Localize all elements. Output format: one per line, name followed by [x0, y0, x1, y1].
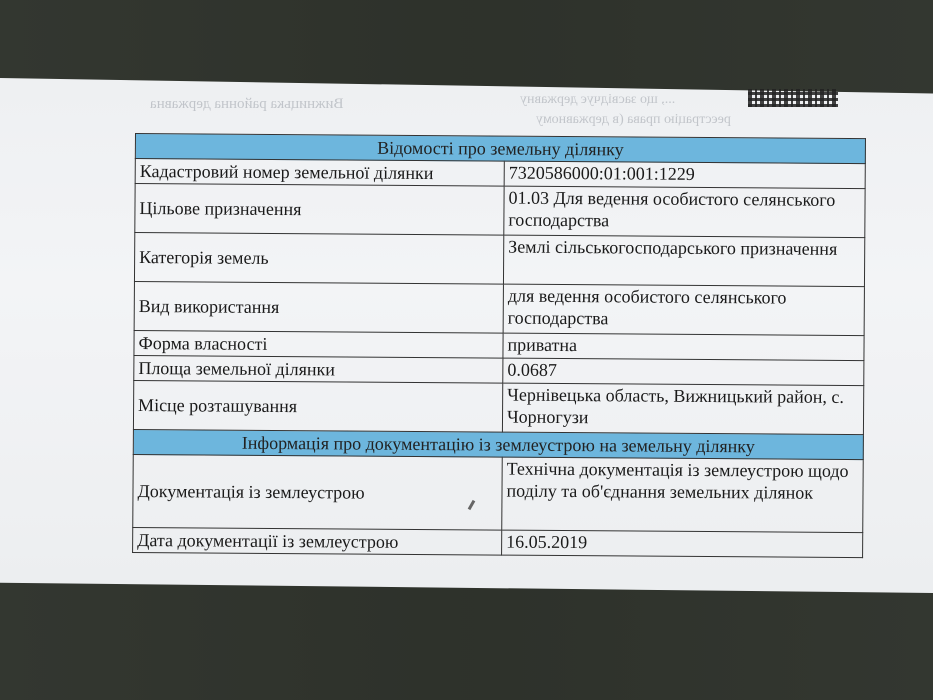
row-value: Технічна документація із землеустрою щодо поділу та об'єднання земельних ділянок	[502, 457, 864, 533]
row-label: Площа земельної ділянки	[134, 355, 503, 383]
row-value: Землі сільськогосподарського призначення	[503, 235, 864, 287]
table-row	[135, 184, 865, 238]
table-row	[134, 281, 864, 335]
row-label: Місце розташування	[133, 380, 502, 432]
row-label: Дата документації із землеустрою	[133, 527, 502, 555]
table-row	[134, 233, 864, 287]
row-label: Документація із землеустрою	[133, 454, 503, 530]
table-row	[133, 454, 863, 532]
table-row	[133, 380, 863, 434]
row-label: Цільове призначення	[135, 184, 504, 236]
row-value: 0.0687	[503, 358, 864, 386]
row-label: Форма власності	[134, 330, 503, 358]
row-value: Чернівецька область, Вижницький район, с. Чорногузи	[502, 383, 863, 435]
qr-code-icon	[748, 89, 838, 107]
row-value: 01.03 Для ведення особистого селянського господарства	[504, 186, 865, 238]
section-title: Інформація про документацію із землеустрою на земельну ділянку	[133, 429, 863, 459]
section-title: Відомості про земельну ділянку	[135, 134, 865, 164]
row-label: Категорія земель	[134, 233, 503, 285]
row-value: приватна	[503, 333, 864, 361]
row-value: 16.05.2019	[502, 530, 863, 558]
show-through-text: ..., що засвідчує державну	[520, 92, 676, 107]
row-value: для ведення особистого селянського господарства	[503, 284, 864, 336]
show-through-text: Вижницька районна державна	[150, 96, 344, 112]
table-row	[133, 527, 863, 557]
row-value: 7320586000:01:001:1229	[504, 161, 865, 189]
row-label: Кадастровий номер земельної ділянки	[135, 159, 504, 187]
land-plot-info-table	[132, 133, 866, 558]
show-through-text: реєстрацію права (в державному	[536, 112, 731, 127]
row-label: Вид використання	[134, 281, 503, 333]
